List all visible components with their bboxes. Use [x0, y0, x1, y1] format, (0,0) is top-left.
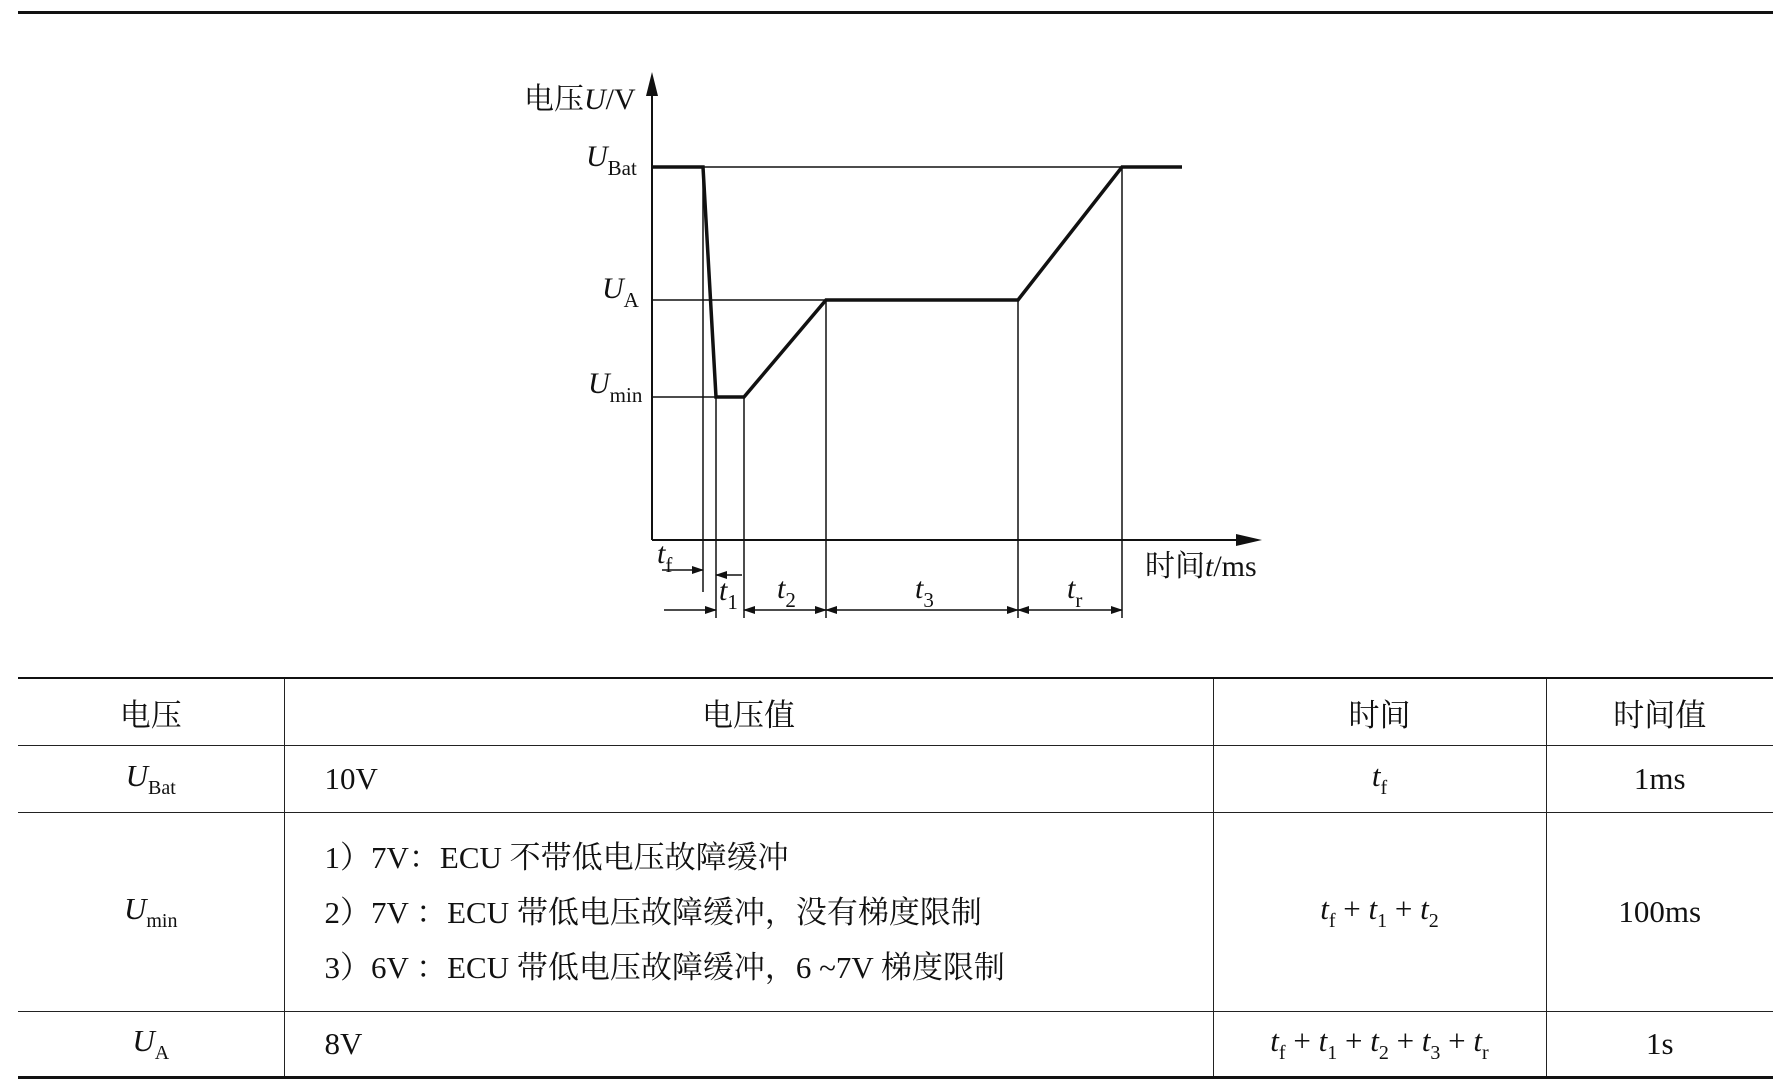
time-symbol: t — [1371, 758, 1381, 793]
time-subscript: 1 — [1327, 1042, 1338, 1064]
y-axis-arrow-icon — [646, 72, 658, 96]
time-symbol: t — [1318, 1023, 1328, 1058]
voltage-symbol: U — [132, 1023, 155, 1058]
time-symbol: t — [1270, 1023, 1279, 1058]
voltage-value-line: 2）7V ：ECU 带低电压故障缓冲，没有梯度限制 — [324, 894, 982, 930]
voltage-value-text: 10V — [324, 761, 378, 796]
time-cell: $t_f + t_1 + t_2$ — [1213, 813, 1546, 1012]
time-cell — [1213, 746, 1546, 813]
header-time: 时间 — [1213, 678, 1546, 746]
time-symbol: t — [1320, 891, 1329, 926]
level-label-ua: $U_A$ — [602, 272, 639, 312]
time-subscript: f — [1380, 777, 1388, 799]
voltage-cell — [18, 813, 284, 1012]
time-subscript: f — [1278, 1042, 1286, 1064]
time-subscript: 1 — [1377, 910, 1388, 932]
voltage-subscript: min — [146, 910, 178, 932]
voltage-value-line: 3）6V ：ECU 带低电压故障缓冲，6 ~7V 梯度限制 — [324, 949, 1005, 985]
voltage-value-line: 1）7V：ECU 不带低电压故障缓冲 — [324, 839, 789, 875]
voltage-symbol: U — [123, 891, 147, 926]
voltage-cell — [18, 1012, 284, 1078]
voltage-value-text: 8V — [324, 1026, 363, 1061]
time-value-cell: 1ms — [1546, 746, 1773, 813]
interval-label-t2: $t_2$ — [777, 572, 796, 612]
voltage-value-cell — [284, 746, 1213, 813]
table-header-row — [18, 678, 1773, 746]
time-subscript: 2 — [1378, 1042, 1389, 1064]
interval-label-t1: $t_1$ — [719, 574, 738, 614]
time-cell: $t_f + t_1 + t_2 + t_3 + t_r$ — [1213, 1012, 1546, 1078]
time-value-cell: 1s — [1546, 1012, 1773, 1078]
table-row — [18, 746, 1773, 813]
interval-label-t3: $t_3$ — [915, 572, 934, 612]
time-symbol: t — [1368, 891, 1378, 926]
voltage-subscript: Bat — [148, 777, 176, 799]
time-symbol: t — [1421, 1023, 1431, 1058]
x-axis-label: 时间t/ms — [1145, 550, 1257, 583]
time-subscript: 2 — [1428, 910, 1439, 932]
table-row — [18, 1012, 1773, 1078]
voltage-spec-table — [18, 677, 1773, 1079]
time-symbol: t — [1473, 1023, 1483, 1058]
y-axis-label: 电压U/V — [524, 83, 636, 116]
time-subscript: f — [1328, 910, 1336, 932]
time-subscript: r — [1482, 1042, 1489, 1064]
level-label-ubat: $U_{Bat}$ — [586, 140, 637, 180]
x-axis-arrow-icon — [1236, 534, 1262, 546]
time-symbol: t — [1420, 891, 1429, 926]
voltage-value-cell — [284, 813, 1213, 1012]
voltage-cell — [18, 746, 284, 813]
voltage-subscript: A — [154, 1042, 170, 1064]
time-symbol: t — [1370, 1023, 1379, 1058]
header-time-value: 时间值 — [1546, 678, 1773, 746]
voltage-value-cell — [284, 1012, 1213, 1078]
voltage-symbol: U — [125, 758, 149, 793]
voltage-waveform — [652, 167, 1182, 397]
interval-label-tf: $t_f$ — [657, 537, 673, 577]
header-voltage: 电压 — [18, 678, 284, 746]
header-voltage-value: 电压值 — [284, 678, 1213, 746]
interval-label-tr: $t_r$ — [1067, 572, 1083, 612]
table-row — [18, 813, 1773, 1012]
time-value-cell: 100ms — [1546, 813, 1773, 1012]
time-subscript: 3 — [1430, 1042, 1441, 1064]
level-label-umin: $U_{min}$ — [588, 367, 643, 407]
